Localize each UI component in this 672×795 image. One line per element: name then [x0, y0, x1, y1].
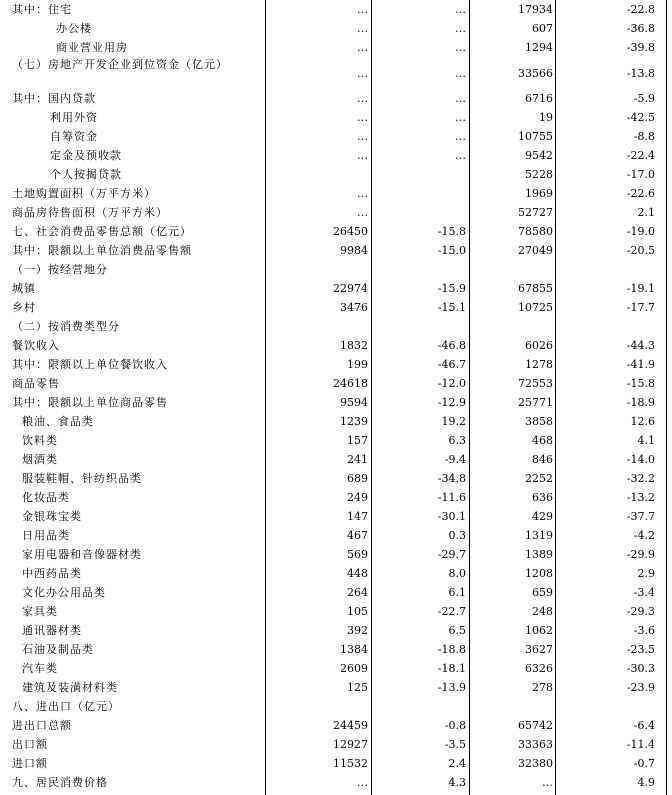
value-cell-c3: 67855: [518, 282, 553, 295]
value-cell-c3: 33363: [518, 738, 553, 751]
table-row: [0, 108, 672, 127]
table-row: [0, 89, 672, 108]
value-cell-c1: 569: [347, 548, 368, 561]
value-cell-c3: 6026: [525, 339, 553, 352]
row-label: 商品房待售面积（万平方米）: [12, 206, 168, 219]
value-cell-c1: 1384: [340, 643, 368, 656]
value-cell-c2: -12.9: [437, 396, 466, 409]
row-label: 其中：住宅: [12, 3, 72, 16]
value-cell-c3: [470, 697, 553, 716]
table-row: [0, 355, 672, 374]
row-label: 中西药品类: [22, 567, 82, 580]
value-cell-c4: -44.3: [626, 339, 655, 352]
value-cell-c1: [268, 697, 368, 716]
value-cell-c4: -13.8: [626, 67, 655, 80]
table-row: [0, 640, 672, 659]
row-label: 利用外资: [50, 111, 98, 124]
row-label: 文化办公用品类: [22, 586, 106, 599]
value-cell-c4: -13.2: [626, 491, 655, 504]
value-cell-c3: 429: [532, 510, 553, 523]
row-label: 其中：国内贷款: [12, 92, 96, 105]
value-cell-c1: …: [357, 41, 368, 54]
value-cell-c1: 9594: [340, 396, 368, 409]
row-label: 家具类: [22, 605, 58, 618]
value-cell-c3: 78580: [518, 225, 553, 238]
value-cell-c2: [372, 697, 466, 716]
value-cell-c1: 105: [347, 605, 368, 618]
value-cell-c4: -42.5: [626, 111, 655, 124]
value-cell-c1: 3476: [340, 301, 368, 314]
table-row: [0, 336, 672, 355]
value-cell-c1: …: [357, 92, 368, 105]
value-cell-c4: 4.1: [637, 434, 655, 447]
row-label: 石油及制品类: [22, 643, 94, 656]
row-label: 其中：限额以上单位商品零售: [12, 396, 168, 409]
value-cell-c4: -23.5: [626, 643, 655, 656]
table-row: [0, 754, 672, 773]
value-cell-c3: [470, 260, 553, 279]
row-label: 餐饮收入: [12, 339, 60, 352]
value-cell-c1: …: [357, 776, 368, 789]
table-row: [0, 621, 672, 640]
value-cell-c4: -18.9: [626, 396, 655, 409]
value-cell-c1: 11532: [333, 757, 368, 770]
table-row: [0, 58, 672, 83]
value-cell-c4: -6.4: [633, 719, 655, 732]
value-cell-c2: …: [455, 130, 466, 143]
value-cell-c4: [556, 697, 655, 716]
value-cell-c1: 9984: [340, 244, 368, 257]
value-cell-c1: 125: [347, 681, 368, 694]
value-cell-c2: 0.3: [448, 529, 466, 542]
value-cell-c2: [372, 203, 466, 222]
value-cell-c1: 689: [347, 472, 368, 485]
value-cell-c4: -17.0: [626, 168, 655, 181]
value-cell-c4: -17.7: [626, 301, 655, 314]
value-cell-c1: 264: [347, 586, 368, 599]
value-cell-c3: [470, 317, 553, 336]
value-cell-c4: -41.9: [626, 358, 655, 371]
value-cell-c2: -46.8: [437, 339, 466, 352]
row-label: 个人按揭贷款: [50, 168, 122, 181]
value-cell-c3: 19: [539, 111, 553, 124]
value-cell-c2: -13.9: [437, 681, 466, 694]
row-label: （二）按消费类型分: [12, 320, 120, 333]
value-cell-c2: [372, 165, 466, 184]
value-cell-c2: 8.0: [448, 567, 466, 580]
table-row: [0, 165, 672, 184]
value-cell-c4: 2.9: [637, 567, 655, 580]
value-cell-c1: …: [357, 187, 368, 200]
value-cell-c2: -18.1: [437, 662, 466, 675]
value-cell-c4: -29.9: [626, 548, 655, 561]
value-cell-c3: 3627: [525, 643, 553, 656]
row-label: 化妆品类: [22, 491, 70, 504]
value-cell-c2: -11.6: [437, 491, 466, 504]
row-label: 自筹资金: [50, 130, 98, 143]
table-row: [0, 773, 672, 792]
table-row: [0, 507, 672, 526]
value-cell-c2: [372, 317, 466, 336]
value-cell-c3: 1278: [525, 358, 553, 371]
row-label: 建筑及装潢材料类: [22, 681, 118, 694]
value-cell-c2: -15.8: [437, 225, 466, 238]
table-row: [0, 602, 672, 621]
value-cell-c1: 448: [347, 567, 368, 580]
value-cell-c1: …: [357, 3, 368, 16]
value-cell-c2: -9.4: [444, 453, 466, 466]
value-cell-c2: 2.4: [448, 757, 466, 770]
row-label: 出口额: [12, 738, 48, 751]
row-label: （一）按经营地分: [12, 263, 108, 276]
value-cell-c4: -14.0: [626, 453, 655, 466]
value-cell-c3: 1389: [525, 548, 553, 561]
value-cell-c3: 6326: [525, 662, 553, 675]
value-cell-c4: -36.8: [626, 22, 655, 35]
table-row: [0, 697, 672, 716]
table-row: [0, 0, 672, 19]
row-label: 通讯器材类: [22, 624, 82, 637]
value-cell-c4: -8.8: [633, 130, 655, 143]
row-label: 八、进出口（亿元）: [12, 700, 120, 713]
value-cell-c3: 468: [532, 434, 553, 447]
value-cell-c1: [268, 317, 368, 336]
value-cell-c4: -22.8: [626, 3, 655, 16]
value-cell-c4: -23.9: [626, 681, 655, 694]
value-cell-c1: 12927: [333, 738, 368, 751]
value-cell-c2: -15.1: [437, 301, 466, 314]
value-cell-c4: -11.4: [626, 738, 655, 751]
row-label: 服装鞋帽、针纺织品类: [22, 472, 142, 485]
value-cell-c2: -0.8: [444, 719, 466, 732]
value-cell-c4: -22.6: [626, 187, 655, 200]
value-cell-c3: 1062: [525, 624, 553, 637]
value-cell-c3: 1294: [525, 41, 553, 54]
value-cell-c4: -19.0: [626, 225, 655, 238]
value-cell-c1: 24459: [333, 719, 368, 732]
row-label: 粮油、食品类: [22, 415, 94, 428]
row-label: 乡村: [12, 301, 36, 314]
row-label: 其中：限额以上单位餐饮收入: [12, 358, 168, 371]
value-cell-c3: 1319: [525, 529, 553, 542]
value-cell-c1: …: [357, 22, 368, 35]
row-label: 城镇: [12, 282, 36, 295]
value-cell-c2: …: [455, 22, 466, 35]
value-cell-c2: -3.5: [444, 738, 466, 751]
table-row: [0, 735, 672, 754]
value-cell-c1: 22974: [333, 282, 368, 295]
row-label: 九、居民消费价格: [12, 776, 108, 789]
value-cell-c3: 27049: [518, 244, 553, 257]
value-cell-c4: -20.5: [626, 244, 655, 257]
row-label: 土地购置面积（万平方米）: [12, 187, 156, 200]
value-cell-c1: 392: [347, 624, 368, 637]
value-cell-c3: 248: [532, 605, 553, 618]
table-row: [0, 526, 672, 545]
table-row: [0, 374, 672, 393]
value-cell-c4: [556, 260, 655, 279]
table-row: [0, 564, 672, 583]
table-row: [0, 184, 672, 203]
value-cell-c3: 10755: [518, 130, 553, 143]
value-cell-c3: 72553: [518, 377, 553, 390]
table-row: [0, 241, 672, 260]
value-cell-c2: …: [455, 41, 466, 54]
value-cell-c4: 12.6: [630, 415, 655, 428]
table-row: [0, 469, 672, 488]
table-row: [0, 38, 672, 57]
value-cell-c4: -39.8: [626, 41, 655, 54]
value-cell-c1: 147: [347, 510, 368, 523]
value-cell-c1: 467: [347, 529, 368, 542]
value-cell-c3: 278: [532, 681, 553, 694]
value-cell-c3: 17934: [518, 3, 553, 16]
table-row: [0, 279, 672, 298]
table-row: [0, 19, 672, 38]
value-cell-c3: 33566: [518, 67, 553, 80]
value-cell-c1: 26450: [333, 225, 368, 238]
value-cell-c1: 241: [347, 453, 368, 466]
value-cell-c4: 4.9: [637, 776, 655, 789]
value-cell-c1: …: [357, 111, 368, 124]
value-cell-c1: …: [357, 149, 368, 162]
value-cell-c1: 249: [347, 491, 368, 504]
value-cell-c3: 659: [532, 586, 553, 599]
value-cell-c4: -29.3: [626, 605, 655, 618]
value-cell-c4: -37.7: [626, 510, 655, 523]
table-row: [0, 127, 672, 146]
table-row: [0, 146, 672, 165]
value-cell-c1: …: [357, 67, 368, 80]
row-label: 其中：限额以上单位消费品零售额: [12, 244, 192, 257]
value-cell-c1: 2609: [340, 662, 368, 675]
row-label: 日用品类: [22, 529, 70, 542]
value-cell-c2: 6.5: [448, 624, 466, 637]
value-cell-c2: -15.0: [437, 244, 466, 257]
table-row: [0, 203, 672, 222]
table-row: [0, 412, 672, 431]
value-cell-c2: …: [455, 111, 466, 124]
value-cell-c1: 1832: [340, 339, 368, 352]
value-cell-c2: -15.9: [437, 282, 466, 295]
value-cell-c3: 65742: [518, 719, 553, 732]
table-row: [0, 545, 672, 564]
value-cell-c1: 199: [347, 358, 368, 371]
value-cell-c3: 6716: [525, 92, 553, 105]
table-row: [0, 659, 672, 678]
value-cell-c2: …: [455, 149, 466, 162]
value-cell-c3: 52727: [518, 206, 553, 219]
value-cell-c3: 10725: [518, 301, 553, 314]
value-cell-c1: …: [357, 130, 368, 143]
value-cell-c3: …: [542, 776, 553, 789]
value-cell-c3: 9542: [525, 149, 553, 162]
value-cell-c3: 5228: [525, 168, 553, 181]
value-cell-c2: 6.1: [448, 586, 466, 599]
value-cell-c3: 846: [532, 453, 553, 466]
value-cell-c2: -46.7: [437, 358, 466, 371]
value-cell-c3: 2252: [525, 472, 553, 485]
value-cell-c4: -4.2: [633, 529, 655, 542]
row-label: 家用电器和音像器材类: [22, 548, 142, 561]
value-cell-c2: …: [455, 92, 466, 105]
row-label: 商品零售: [12, 377, 60, 390]
value-cell-c2: 6.3: [448, 434, 466, 447]
row-label: 进口额: [12, 757, 48, 770]
value-cell-c4: -30.3: [626, 662, 655, 675]
value-cell-c2: …: [455, 67, 466, 80]
row-label: 七、社会消费品零售总额（亿元）: [12, 225, 192, 238]
value-cell-c2: [372, 184, 466, 203]
value-cell-c1: 1239: [340, 415, 368, 428]
value-cell-c2: …: [455, 3, 466, 16]
value-cell-c2: -29.7: [437, 548, 466, 561]
value-cell-c2: 19.2: [441, 415, 466, 428]
value-cell-c2: -30.1: [437, 510, 466, 523]
value-cell-c4: -19.1: [626, 282, 655, 295]
value-cell-c4: -5.9: [633, 92, 655, 105]
value-cell-c2: -34.8: [437, 472, 466, 485]
table-row: [0, 431, 672, 450]
value-cell-c2: 4.3: [448, 776, 466, 789]
value-cell-c3: 636: [532, 491, 553, 504]
value-cell-c1: …: [357, 206, 368, 219]
table-row: [0, 222, 672, 241]
value-cell-c2: -18.8: [437, 643, 466, 656]
value-cell-c4: -3.6: [633, 624, 655, 637]
row-label: 烟酒类: [22, 453, 58, 466]
value-cell-c1: 157: [347, 434, 368, 447]
value-cell-c3: 1969: [525, 187, 553, 200]
table-row: [0, 298, 672, 317]
row-label: 定金及预收款: [50, 149, 122, 162]
row-label: 汽车类: [22, 662, 58, 675]
row-label: （七）房地产开发企业到位资金（亿元）: [12, 58, 228, 71]
value-cell-c1: [268, 165, 368, 184]
value-cell-c3: 32380: [518, 757, 553, 770]
table-row: [0, 260, 672, 279]
value-cell-c2: -22.7: [437, 605, 466, 618]
table-row: [0, 583, 672, 602]
value-cell-c3: 1208: [525, 567, 553, 580]
value-cell-c1: [268, 260, 368, 279]
value-cell-c2: [372, 260, 466, 279]
value-cell-c2: -12.0: [437, 377, 466, 390]
value-cell-c4: -32.2: [626, 472, 655, 485]
row-label: 办公楼: [56, 22, 92, 35]
value-cell-c4: -0.7: [633, 757, 655, 770]
table-row: [0, 317, 672, 336]
value-cell-c4: [556, 317, 655, 336]
table-row: [0, 393, 672, 412]
value-cell-c3: 607: [532, 22, 553, 35]
value-cell-c1: 24618: [333, 377, 368, 390]
table-row: [0, 450, 672, 469]
value-cell-c4: -15.8: [626, 377, 655, 390]
value-cell-c3: 25771: [518, 396, 553, 409]
value-cell-c3: 3858: [525, 415, 553, 428]
table-row: [0, 716, 672, 735]
row-label: 商业营业用房: [56, 41, 128, 54]
value-cell-c4: 2.1: [637, 206, 655, 219]
table-row: [0, 678, 672, 697]
row-label: 饮料类: [22, 434, 58, 447]
table-row: [0, 488, 672, 507]
value-cell-c4: -3.4: [633, 586, 655, 599]
row-label: 金银珠宝类: [22, 510, 82, 523]
row-label: 进出口总额: [12, 719, 72, 732]
value-cell-c4: -22.4: [626, 149, 655, 162]
